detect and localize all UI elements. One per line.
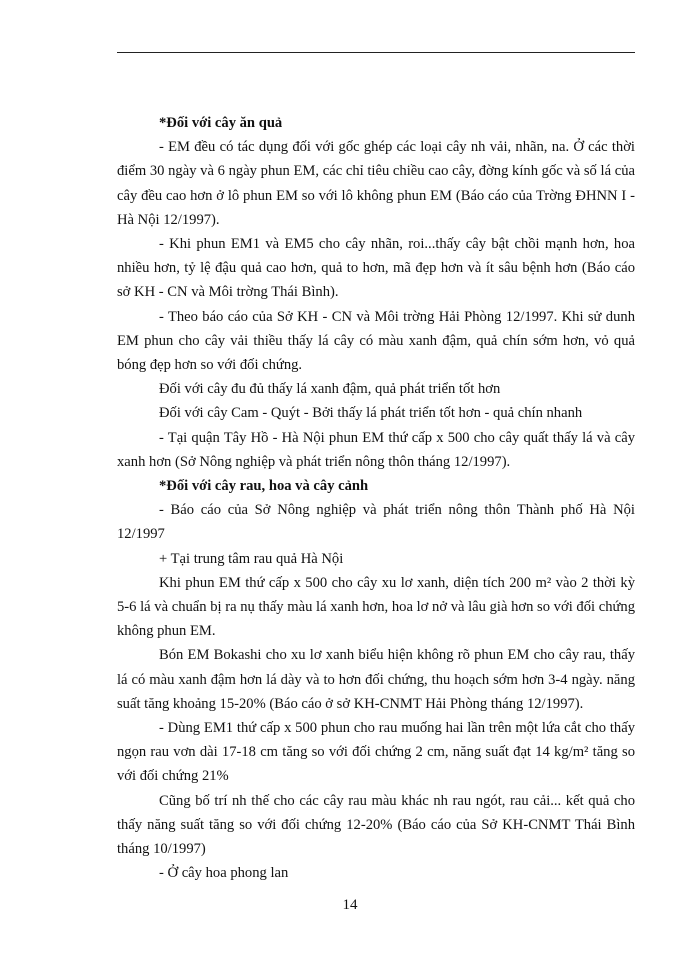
- paragraph: - Ở cây hoa phong lan: [159, 865, 289, 882]
- paragraph: Đối với cây đu đủ thấy lá xanh đậm, quả phát triển tốt hơn: [159, 381, 501, 398]
- paragraph: Cũng bố trí nh thế cho các cây rau màu khác nh rau ngót, rau cải... kết quả cho thấy năng suất tăng so với đối chứng 12-20% (Báo cáo của Sở KH-CNMT Thái Bình tháng 10/1997): [117, 792, 635, 858]
- paragraph: Bón EM Bokashi cho xu lơ xanh biểu hiện không rõ phun EM cho cây rau, thấy lá có màu xanh đậm hơn lá dày và to hơn đối chứng, thu hoạch sớm hơn 3-4 ngày. năng suất tăng khoảng 15-20% (Báo cáo ở sở KH-CNMT Hải Phòng tháng 12/1997).: [117, 647, 635, 712]
- document-body: [117, 111, 635, 886]
- section-heading-fruit-trees: *Đối với cây ăn quả: [159, 115, 283, 131]
- section-heading-vegetables-flowers: *Đối với cây rau, hoa và cây cảnh: [159, 478, 369, 495]
- paragraph: Đối với cây Cam - Quýt - Bởi thấy lá phát triển tốt hơn - quả chín nhanh: [159, 405, 583, 422]
- paragraph: - Dùng EM1 thứ cấp x 500 phun cho rau muống hai lần trên một lứa cắt cho thấy ngọn rau vơn dài 17-18 cm tăng so với đối chứng 2 cm, năng suất đạt 14 kg/m² tăng so với đối chứng 21%: [117, 720, 635, 785]
- paragraph: - Báo cáo của Sở Nông nghiệp và phát triển nông thôn Thành phố Hà Nội 12/1997: [117, 502, 635, 543]
- paragraph: Khi phun EM thứ cấp x 500 cho cây xu lơ xanh, diện tích 200 m² vào 2 thời kỳ 5-6 lá và chuẩn bị ra nụ thấy màu lá xanh hơn, hoa lơ nở và lâu già hơn so với đối chứng không phun EM.: [117, 574, 635, 640]
- paragraph: - Khi phun EM1 và EM5 cho cây nhãn, roi...thấy cây bật chồi mạnh hơn, hoa nhiều hơn, tỷ lệ đậu quả cao hơn, quả to hơn, mã đẹp hơn và ít sâu bệnh hơn (Báo cáo sở KH - CN và Môi trờng Thái Bình).: [117, 236, 635, 301]
- paragraph: - EM đều có tác dụng đối với gốc ghép các loại cây nh vải, nhãn, na. Ở các thời điểm 30 ngày và 6 ngày phun EM, các chỉ tiêu chiều cao cây, đờng kính gốc và số lá của cây đều cao hơn ở lô phun EM so với lô không phun EM (Báo cáo của Trờng ĐHNN I - Hà Nội 12/1997).: [117, 139, 635, 228]
- paragraph: - Tại quận Tây Hồ - Hà Nội phun EM thứ cấp x 500 cho cây quất thấy lá và cây xanh hơn (Sở Nông nghiệp và phát triển nông thôn tháng 12/1997).: [117, 429, 635, 470]
- header-rule: [117, 52, 635, 53]
- page-number: 14: [342, 897, 358, 913]
- paragraph: - Theo báo cáo của Sở KH - CN và Môi trờng Hải Phòng 12/1997. Khi sử dunh EM phun cho cây vải thiều thấy lá cây có màu xanh đậm, quả chín sớm hơn, vỏ quả bóng đẹp hơn so với đối chứng.: [117, 308, 635, 374]
- paragraph: + Tại trung tâm rau quả Hà Nội: [159, 550, 344, 567]
